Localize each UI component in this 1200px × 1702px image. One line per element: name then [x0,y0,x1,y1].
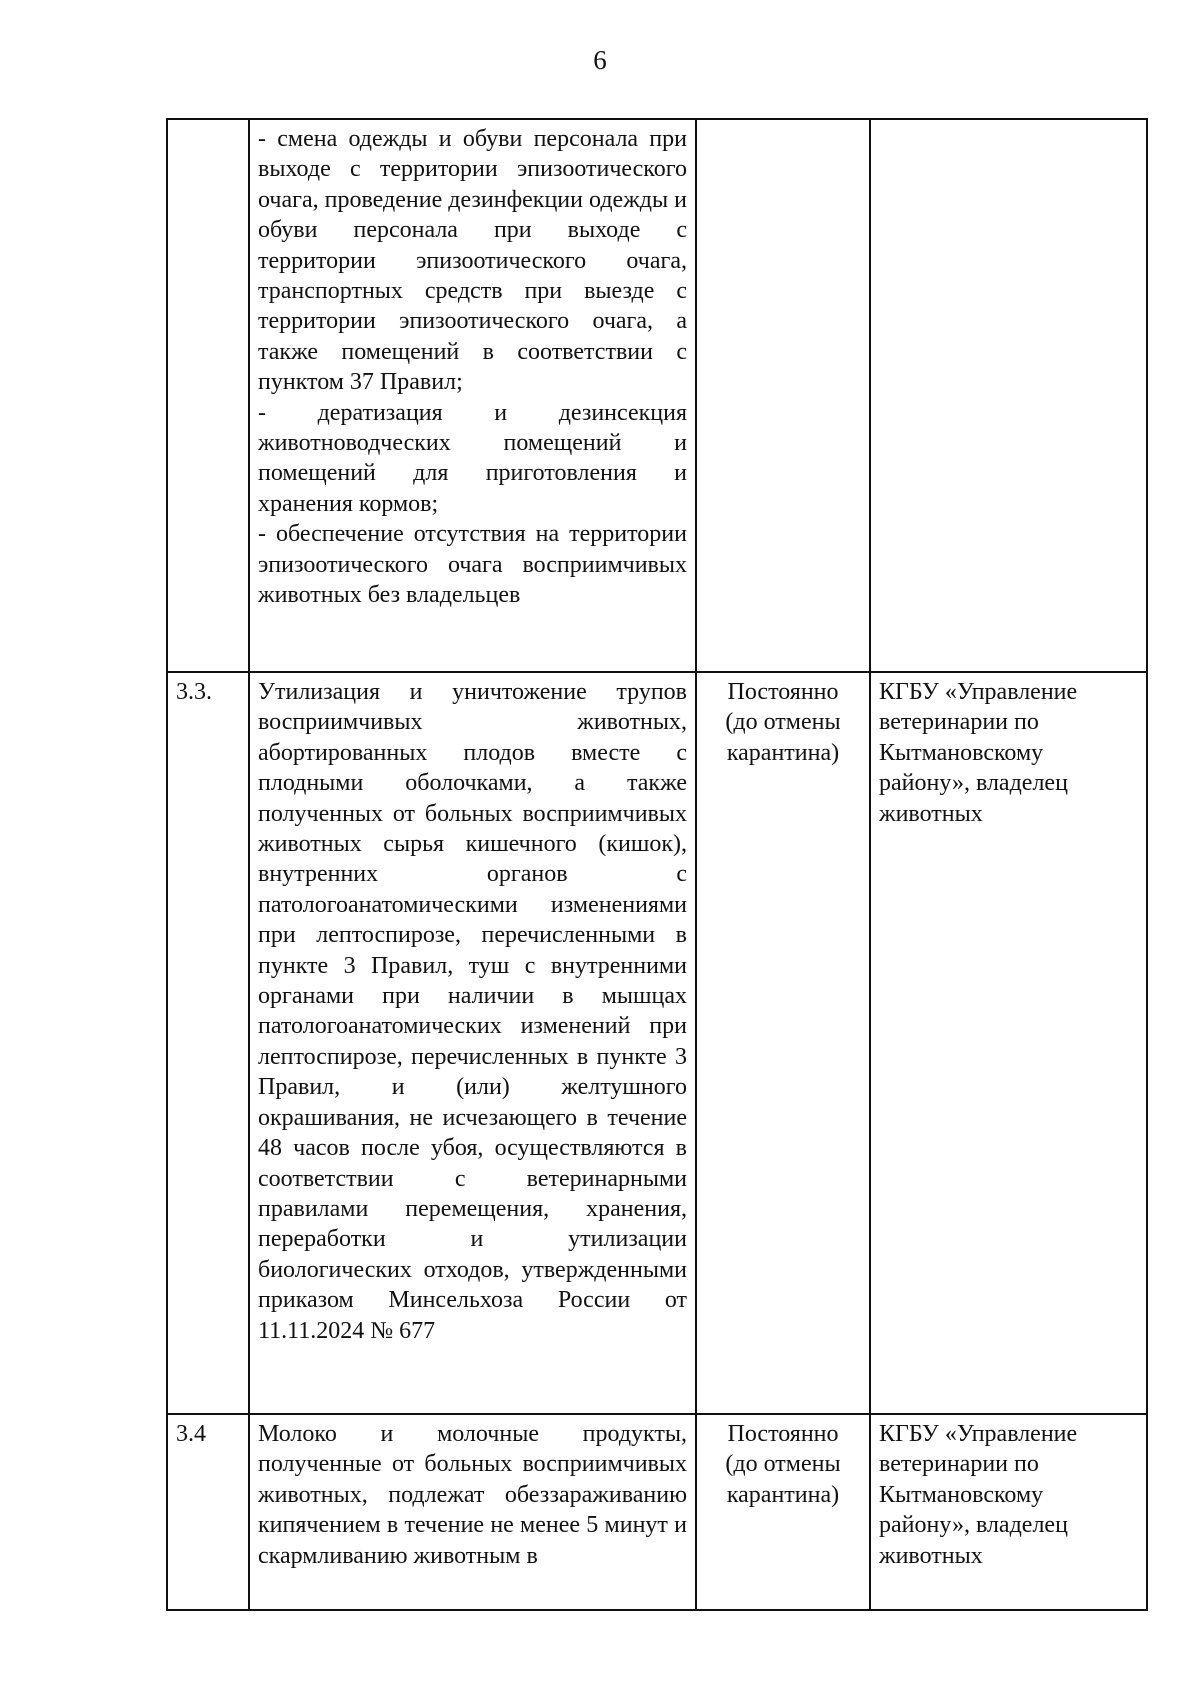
term-cell: Постоянно (до отмены карантина) [696,1414,870,1610]
table-row [167,1414,1147,1610]
measures-table [166,118,1148,1611]
row-number: 3.4 [167,1414,249,1610]
term-cell [696,119,870,672]
row-number [167,119,249,672]
row-number: 3.3. [167,672,249,1414]
action-paragraph: - обеспечение отсутствия на территории эпизоотического очага восприимчивых животных без владельцев [258,521,687,609]
responsible-cell: КГБУ «Управление ветеринарии по Кытмановскому району», владелец животных [870,1414,1147,1610]
term-cell: Постоянно (до отмены карантина) [696,672,870,1414]
action-cell [249,119,696,672]
action-paragraph: Молоко и молочные продукты, полученные от больных восприимчивых животных, подлежат обеззараживанию кипячением в течение не менее 5 минут и скармливанию животным в [258,1421,687,1569]
action-cell [249,672,696,1414]
action-cell [249,1414,696,1610]
page-number: 6 [593,45,607,75]
table-row [167,672,1147,1414]
action-paragraph: - дератизация и дезинсекция животноводческих помещений и помещений для приготовления и хранения кормов; [258,399,687,517]
action-paragraph: Утилизация и уничтожение трупов восприимчивых животных, абортированных плодов вместе с плодными оболочками, а также полученных от больных восприимчивых животных сырья кишечного (кишок), внутренних органов с патологоанатомическими изменениями при лептоспирозе, перечисленными в пункте 3 Правил, туш с внутренними органами при наличии в мышцах патологоанатомических изменений при лептоспирозе, перечисленных в пункте 3 Правил, и (или) желтушного окрашивания, не исчезающего в течение 48 часов после убоя, осуществляются в соответствии с ветеринарными правилами перемещения, хранения, переработки и утилизации биологических отходов, утвержденными приказом Минсельхоза России от 11.11.2024 № 677 [258,679,687,1344]
responsible-cell: КГБУ «Управление ветеринарии по Кытмановскому району», владелец животных [870,672,1147,1414]
action-paragraph: - смена одежды и обуви персонала при выходе с территории эпизоотического очага, проведение дезинфекции одежды и обуви персонала при выходе с территории эпизоотического очага, транспортных средств при выезде с территории эпизоотического очага, а также помещений в соответствии с пунктом 37 Правил; [258,126,687,396]
responsible-cell [870,119,1147,672]
table-row [167,119,1147,672]
